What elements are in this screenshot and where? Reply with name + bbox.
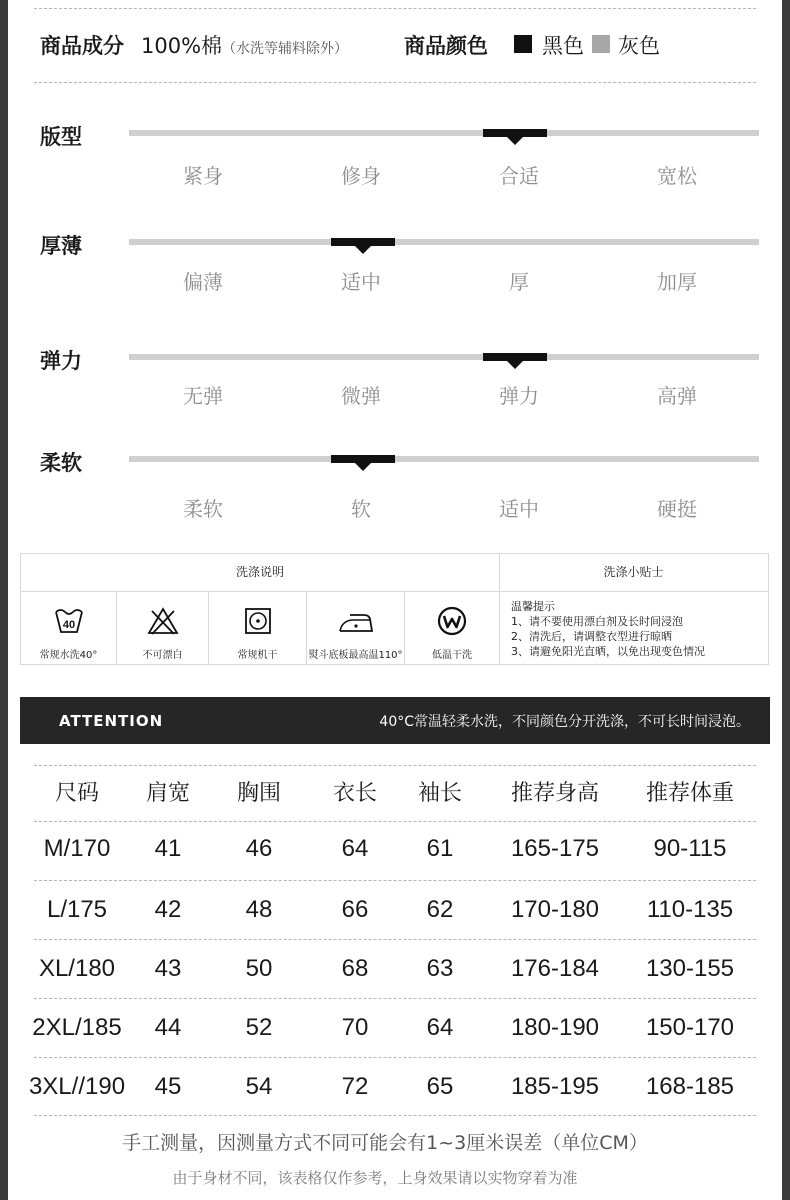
- table-cell: 64: [341, 835, 369, 862]
- attribute-marker: [483, 353, 547, 361]
- attribute-option: 微弹: [341, 384, 381, 408]
- table-divider: [34, 821, 756, 822]
- care-label: 熨斗底板最高温110°: [308, 650, 403, 661]
- column-header: 袖长: [417, 781, 462, 806]
- table-cell: 64: [426, 1014, 454, 1041]
- color-name-gray: 灰色: [618, 34, 660, 58]
- table-cell: 63: [426, 955, 454, 982]
- care-tips: [511, 599, 705, 659]
- table-cell: 43: [154, 955, 182, 982]
- table-cell: 165-175: [510, 835, 600, 862]
- table-divider: [34, 998, 756, 999]
- table-cell: L/175: [46, 896, 108, 923]
- attribute-option: 修身: [341, 164, 381, 188]
- fit-disclaimer: 由于身材不同，该表格仅作参考，上身效果请以实物穿着为准: [172, 1169, 578, 1187]
- table-cell: 45: [154, 1073, 182, 1100]
- composition-label: 商品成分: [40, 34, 124, 58]
- tip-line: 3、请避免阳光直晒，以免出现变色情况: [511, 645, 705, 658]
- table-divider: [34, 1057, 756, 1058]
- table-cell: 65: [426, 1073, 454, 1100]
- table-cell: 61: [426, 835, 454, 862]
- care-item-iron: [307, 592, 404, 665]
- table-cell: 168-185: [645, 1073, 735, 1100]
- tip-line: 1、请不要使用漂白剂及长时间浸泡: [511, 615, 683, 628]
- tips-title: 温馨提示: [511, 600, 555, 613]
- color-swatch-gray: [592, 35, 610, 53]
- column-header: 尺码: [54, 781, 99, 806]
- attribute-option: 无弹: [183, 384, 223, 408]
- table-cell: 48: [245, 896, 273, 923]
- table-divider: [34, 765, 756, 766]
- care-label: 不可漂白: [142, 650, 183, 661]
- care-label: 常规机干: [237, 650, 278, 661]
- attribute-option: 加厚: [657, 270, 697, 294]
- table-cell: 185-195: [510, 1073, 600, 1100]
- table-cell: 66: [341, 896, 369, 923]
- care-item-no-bleach: [117, 592, 208, 665]
- column-divider: [499, 554, 500, 664]
- measurement-note: 手工测量，因测量方式不同可能会有1~3厘米误差（单位CM）: [122, 1132, 648, 1154]
- attribute-option: 紧身: [183, 164, 223, 188]
- composition-row: [40, 26, 750, 62]
- table-cell: 50: [245, 955, 273, 982]
- attribute-track: [129, 130, 759, 136]
- attribute-track: [129, 239, 759, 245]
- attribute-title: 版型: [40, 125, 82, 149]
- table-cell: 54: [245, 1073, 273, 1100]
- left-frame-border: [0, 0, 8, 1200]
- attribute-track: [129, 456, 759, 462]
- attribute-marker: [331, 238, 395, 246]
- care-item-dry-clean: [405, 592, 499, 665]
- iron-icon: [338, 606, 374, 636]
- attribute-option: 合适: [499, 164, 539, 188]
- attribute-option: 硬挺: [657, 497, 697, 521]
- composition-note: （水洗等辅料除外）: [222, 41, 349, 57]
- attribute-option: 厚: [509, 270, 529, 294]
- table-cell: 70: [341, 1014, 369, 1041]
- attention-label: ATTENTION: [59, 712, 164, 730]
- attribute-track: [129, 354, 759, 360]
- color-swatch-black: [514, 35, 532, 53]
- table-divider: [34, 1115, 756, 1116]
- table-cell: 42: [154, 896, 182, 923]
- attribute-option: 宽松: [657, 164, 697, 188]
- column-header: 肩宽: [145, 781, 190, 806]
- table-cell: M/170: [43, 835, 111, 862]
- color-label: 商品颜色: [404, 34, 488, 58]
- table-cell: 46: [245, 835, 273, 862]
- attribute-option: 偏薄: [183, 270, 223, 294]
- attribute-option: 适中: [341, 270, 381, 294]
- color-name-black: 黑色: [542, 34, 584, 58]
- divider: [34, 82, 756, 83]
- table-cell: 130-155: [645, 955, 735, 982]
- attention-banner: [20, 697, 770, 744]
- table-cell: XL/180: [38, 955, 116, 982]
- table-cell: 72: [341, 1073, 369, 1100]
- attribute-title: 柔软: [40, 451, 82, 475]
- attribute-title: 厚薄: [40, 234, 82, 258]
- care-label: 常规水洗40°: [39, 650, 98, 661]
- wash-40-icon: [53, 606, 85, 636]
- table-cell: 68: [341, 955, 369, 982]
- table-cell: 62: [426, 896, 454, 923]
- table-cell: 170-180: [510, 896, 600, 923]
- care-label: 低温干洗: [432, 650, 472, 661]
- column-header: 推荐体重: [645, 781, 734, 806]
- attribute-marker: [483, 129, 547, 137]
- no-bleach-icon: [147, 606, 179, 636]
- column-header: 推荐身高: [510, 781, 599, 806]
- attention-text: 40°C常温轻柔水洗，不同颜色分开洗涤，不可长时间浸泡。: [379, 714, 750, 730]
- table-cell: 180-190: [510, 1014, 600, 1041]
- table-cell: 3XL//190: [28, 1073, 126, 1100]
- care-instructions-table: [20, 553, 769, 665]
- tips-header: 洗涤小贴士: [499, 554, 768, 592]
- tip-line: 2、清洗后，请调整衣型进行晾晒: [511, 630, 672, 643]
- table-cell: 110-135: [646, 896, 734, 923]
- table-cell: 176-184: [510, 955, 600, 982]
- right-frame-border: [782, 0, 790, 1200]
- column-header: 衣长: [332, 781, 377, 806]
- table-cell: 41: [154, 835, 182, 862]
- table-cell: 90-115: [653, 835, 727, 862]
- composition-value: 100%棉（水洗等辅料除外）: [141, 34, 349, 58]
- table-cell: 44: [154, 1014, 182, 1041]
- attribute-option: 适中: [499, 497, 539, 521]
- table-divider: [34, 880, 756, 881]
- attribute-option: 柔软: [183, 497, 223, 521]
- wash-temperature-label: 40: [62, 619, 75, 631]
- attribute-option: 高弹: [657, 384, 697, 408]
- table-divider: [34, 939, 756, 940]
- wash-header: 洗涤说明: [21, 554, 499, 592]
- table-cell: 52: [245, 1014, 273, 1041]
- care-item-tumble-dry: [209, 592, 306, 665]
- table-cell: 150-170: [645, 1014, 735, 1041]
- divider: [34, 8, 756, 9]
- table-cell: 2XL/185: [32, 1014, 122, 1041]
- column-header: 胸围: [236, 781, 281, 806]
- attribute-title: 弹力: [40, 349, 82, 373]
- dry-clean-w-icon: [436, 606, 468, 636]
- attribute-option: 软: [351, 497, 371, 521]
- attribute-option: 弹力: [499, 384, 539, 408]
- attribute-marker: [331, 455, 395, 463]
- care-item-wash: [21, 592, 116, 665]
- tumble-dry-icon: [242, 606, 274, 636]
